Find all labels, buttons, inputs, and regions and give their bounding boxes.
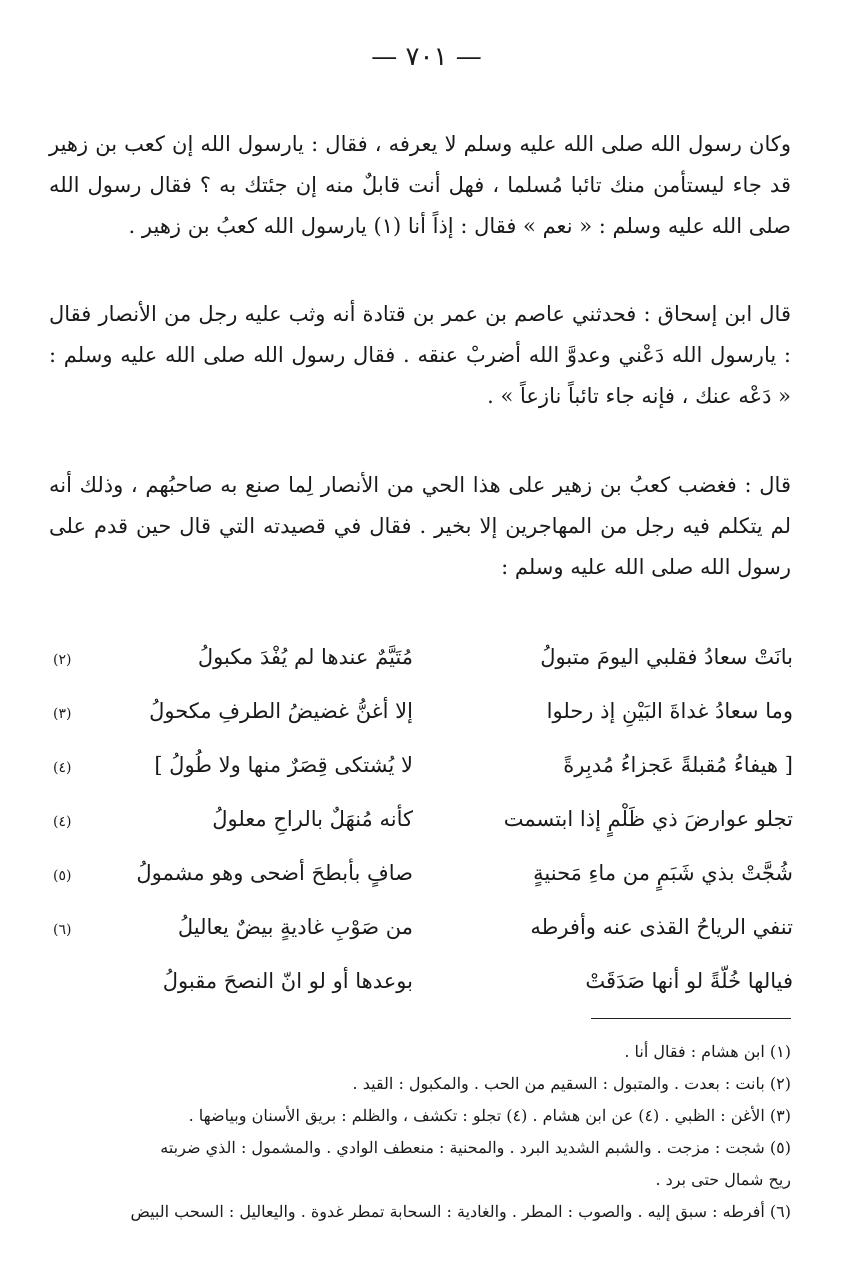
poem-verse [53, 630, 793, 684]
verse-first-hemistich: [ هيفاءُ مُقبلةً عَجزاءُ مُدبِرةً [563, 753, 793, 777]
verse-footnote-ref: (٤) [53, 760, 72, 776]
footnote-5: (٥) شجت : مزجت . والشبم الشديد البرد . والمحنية : منعطف الوادي . والمشمول : الذي ضربته [160, 1138, 791, 1157]
verse-footnote-ref: (٣) [53, 706, 72, 722]
footnote-1: (١) ابن هشام : فقال أنا . [624, 1042, 791, 1061]
verse-first-hemistich: بانَتْ سعادُ فقلبي اليومَ متبولُ [540, 645, 793, 669]
verse-second-hemistich: مُتَيَّمٌ عندها لم يُفْدَ مكبولُ [197, 645, 413, 669]
verse-first-hemistich: وما سعادُ غداةَ البَيْنِ إذ رحلوا [546, 699, 793, 723]
poem-verse [53, 792, 793, 846]
verse-second-hemistich: إلا أغنُّ غضيضُ الطرفِ مكحولُ [149, 699, 413, 723]
footnotes [49, 1036, 791, 1228]
paragraph-1: وكان رسول الله صلى الله عليه وسلم لا يعرفه ، فقال : يارسول الله إن كعب بن زهير قد جاء ليستأمن منك تائبا مُسلما ، فهل أنت قابلٌ منه إن جئتك به ؟ فقال رسول الله صلى الله عليه وسلم : « نعم » فقال : إذاً أنا (١) يارسول الله كعبُ بن زهير . [49, 132, 791, 238]
footnote-2: (٢) بانت : بعدت . والمتبول : السقيم من الحب . والمكبول : القيد . [352, 1074, 791, 1093]
footnote-divider [591, 1018, 791, 1019]
verse-first-hemistich: تجلو عوارضَ ذي ظَلْمٍ إذا ابتسمت [503, 807, 793, 831]
poem-verse [53, 684, 793, 738]
footnote-6: (٦) أفرطه : سبق إليه . والصوب : المطر . والغادية : السحابة تمطر غدوة . واليعاليل : السحب البيض [130, 1202, 791, 1221]
poem [53, 630, 793, 1008]
verse-footnote-ref: (٥) [53, 868, 72, 884]
verse-footnote-ref: (٦) [53, 922, 72, 938]
verse-first-hemistich: شُجَّتْ بذي شَبَمٍ من ماءِ مَحنيةٍ [533, 861, 793, 885]
poem-verse [53, 846, 793, 900]
verse-second-hemistich: بوعدها أو لو انّ النصحَ مقبولُ [162, 969, 413, 993]
verse-second-hemistich: كأنه مُنهَلٌ بالراحِ معلولُ [212, 807, 413, 831]
poem-verse [53, 738, 793, 792]
verse-first-hemistich: فيالها خُلّةً لو أنها صَدَقَتْ [585, 969, 793, 993]
footnote-5-continued: ريح شمال حتى برد . [655, 1170, 791, 1189]
verse-footnote-ref: (٢) [53, 652, 72, 668]
paragraph-2: قال ابن إسحاق : فحدثني عاصم بن عمر بن قتادة أنه وثب عليه رجل من الأنصار فقال : يارسول الله دَعْني وعدوَّ الله أضربْ عنقه . فقال رسول الله صلى الله عليه وسلم : « دَعْه عنك ، فإنه جاء تائباً نازعاً » . [49, 302, 791, 408]
verse-first-hemistich: تنفي الرياحُ القذى عنه وأفرطه [530, 915, 793, 939]
verse-second-hemistich: لا يُشتكى قِصَرٌ منها ولا طُولُ ] [154, 753, 413, 777]
paragraph-3: قال : فغضب كعبُ بن زهير على هذا الحي من الأنصار لِما صنع به صاحبُهم ، وذلك أنه لم يتكلم فيه رجل من المهاجرين إلا بخير . فقال في قصيدته التي قال حين قدم على رسول الله صلى الله عليه وسلم : [49, 473, 791, 579]
verse-second-hemistich: من صَوْبِ غاديةٍ بيضٌ يعاليلُ [177, 915, 413, 939]
poem-verse [53, 900, 793, 954]
verse-second-hemistich: صافٍ بأبطحَ أضحى وهو مشمولُ [136, 861, 413, 885]
verse-footnote-ref: (٤) [53, 814, 72, 830]
poem-verse [53, 954, 793, 1008]
page-number: — ٧٠١ — [371, 42, 482, 72]
footnote-3: (٣) الأغن : الظبي . (٤) عن ابن هشام . (٤) تجلو : تكشف ، والظلم : بريق الأسنان وبياضها . [188, 1106, 791, 1125]
